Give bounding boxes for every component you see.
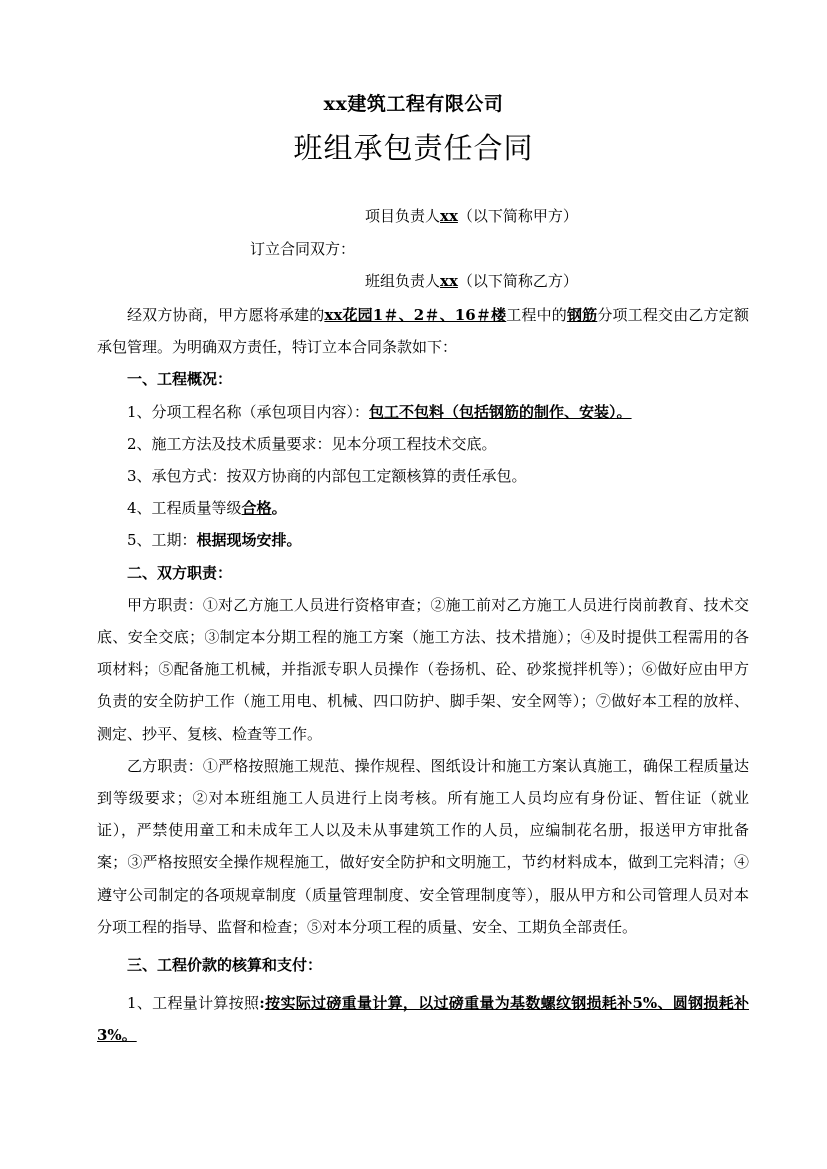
intro-text-3: 分项工程交由乙方定额承包管理。为明确双方责任，特订立本合同条款如下： bbox=[97, 306, 749, 357]
section-1-item-1 bbox=[97, 396, 749, 428]
item-value: 合格 bbox=[241, 499, 272, 518]
document-title: 班组承包责任合同 bbox=[293, 131, 534, 165]
company-name: xx建筑工程有限公司 bbox=[323, 93, 504, 115]
intro-text-2: 工程中的 bbox=[506, 306, 567, 324]
intro-paragraph bbox=[97, 299, 749, 363]
party-b-suffix: （以下简称乙方） bbox=[457, 272, 578, 290]
item-label: 1、分项工程名称（承包项目内容）： bbox=[127, 402, 370, 421]
party-b-prefix: 班组负责人 bbox=[365, 272, 441, 290]
party-a-prefix: 项目负责人 bbox=[365, 207, 441, 225]
item-value: 根据现场安排。 bbox=[196, 531, 302, 550]
item-label: 4、工程质量等级 bbox=[127, 499, 242, 518]
party-b-line bbox=[365, 270, 578, 291]
party-a-line bbox=[365, 205, 578, 226]
section-1-item-4 bbox=[97, 492, 749, 524]
section-3-heading: 三、工程价款的核算和支付： bbox=[127, 956, 323, 975]
contract-body bbox=[97, 299, 749, 1052]
section-1-item-2: 2、施工方法及技术质量要求：见本分项工程技术交底。 bbox=[127, 434, 497, 453]
party-b-name: xx bbox=[440, 272, 458, 290]
party-a-duties: 甲方职责：①对乙方施工人员进行资格审查；②施工前对乙方施工人员进行岗前教育、技术交底、安全交底；③制定本分期工程的施工方案（施工方法、技术措施）；④及时提供工程需用的各项材料；⑤配备施工机械，并指派专职人员操作（卷扬机、砼、砂浆搅拌机等）；⑥做好应由甲方负责的安全防护工作（施工用电、机械、四口防护、脚手架、安全网等）；⑦做好本工程的放样、测定、抄平、复核、检查等工作。 bbox=[97, 595, 749, 743]
section-1-item-3: 3、承包方式：按双方协商的内部包工定额核算的责任承包。 bbox=[127, 467, 527, 486]
project-name: xx花园1＃、2＃、16＃楼 bbox=[324, 306, 507, 324]
section-3-item-1 bbox=[97, 987, 749, 1051]
item-label: 5、工期： bbox=[127, 531, 197, 550]
party-a-name: xx bbox=[440, 207, 458, 225]
item-value: 按实际过磅重量计算，以过磅重量为基数螺纹钢损耗补5%、圆钢损耗补3%。 bbox=[97, 994, 749, 1045]
item-end: 。 bbox=[271, 499, 287, 518]
trade-name: 钢筋 bbox=[566, 306, 598, 324]
party-a-suffix: （以下简称甲方） bbox=[457, 207, 578, 225]
section-1-item-5 bbox=[97, 524, 749, 556]
item-value: 包工不包料（包括钢筋的制作、安装）。 bbox=[369, 402, 632, 421]
parties-label: 订立合同双方： bbox=[250, 240, 356, 258]
section-1-heading: 一、工程概况： bbox=[127, 370, 233, 389]
section-2-heading: 二、双方职责： bbox=[127, 563, 233, 582]
item-colon: : bbox=[259, 994, 265, 1013]
party-b-duties: 乙方职责：①严格按照施工规范、操作规程、图纸设计和施工方案认真施工，确保工程质量达到等级要求；②对本班组施工人员进行上岗考核。所有施工人员均应有身份证、暂住证（就业证），严禁使用童工和未成年工人以及未从事建筑工作的人员，应编制花名册，报送甲方审批备案；③严格按照安全操作规程施工，做好安全防护和文明施工，节约材料成本，做到工完料清；④遵守公司制定的各项规章制度（质量管理制度、安全管理制度等），服从甲方和公司管理人员对本分项工程的指导、监督和检查；⑤对本分项工程的质量、安全、工期负全部责任。 bbox=[97, 756, 749, 936]
intro-text-1: 经双方协商，甲方愿将承建的 bbox=[127, 306, 325, 324]
item-label: 1、工程量计算按照 bbox=[127, 994, 260, 1013]
